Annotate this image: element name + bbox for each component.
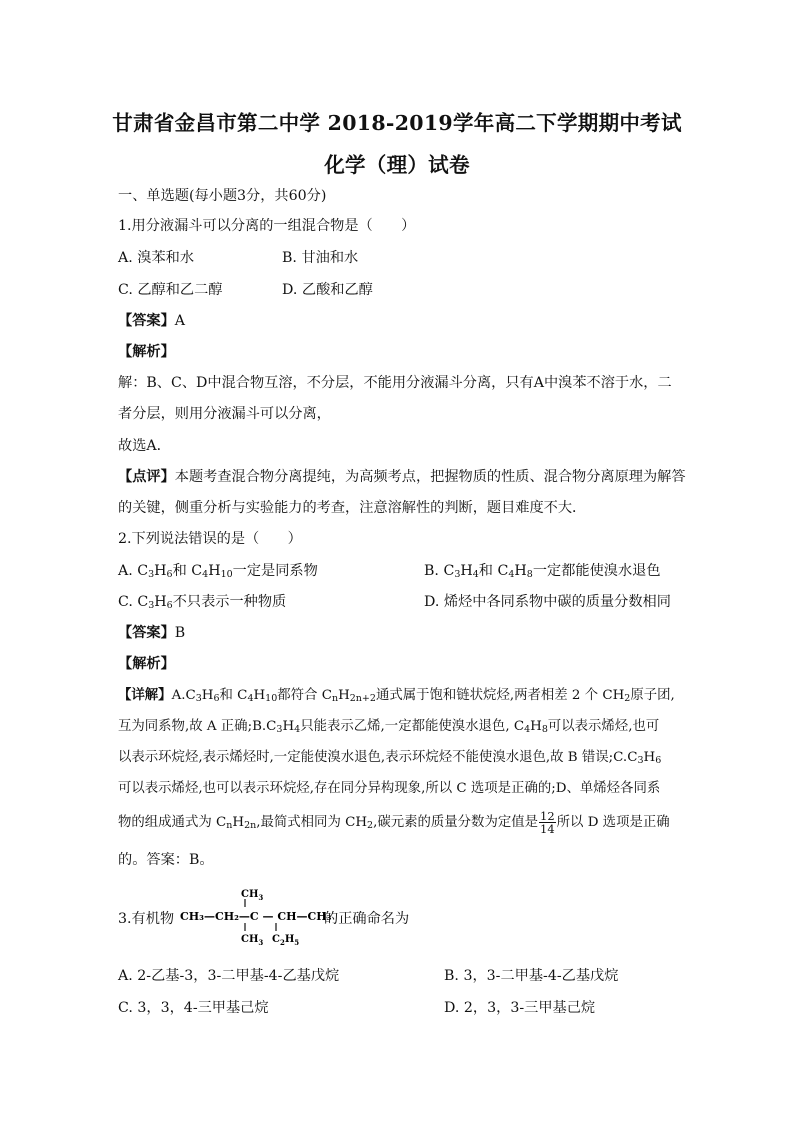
q1-option-c: C. 乙醇和乙二醇: [118, 282, 223, 298]
q1-option-b: B. 甘油和水: [282, 250, 359, 266]
q1-stem: 1.用分液漏斗可以分离的一组混合物是（ ）: [118, 218, 416, 234]
q1-analysis-label: 【解析】: [118, 344, 175, 360]
svg-text:CH3: $CH_3$: [241, 889, 264, 902]
q2-analysis-label: 【解析】: [118, 656, 175, 672]
q1-comment-line: 的关键，侧重分析与实验能力的考查，注意溶解性的判断，题目难度不大．: [118, 500, 587, 516]
svg-text:C2H5: $C_2H_5$: [272, 934, 300, 947]
q2-detail-line: 的。答案：B。: [118, 852, 214, 868]
svg-text:CH3: $CH_3$: [241, 934, 264, 947]
q3-option-d: D. 2，3，3-三甲基己烷: [444, 1000, 596, 1016]
q2-option-a: A. $C_3H_6$和 $C_4H_{10}$一定是同系物: [118, 563, 318, 580]
q1-option-a: A. 溴苯和水: [118, 250, 195, 266]
q1-option-d: D. 乙酸和乙醇: [282, 282, 373, 298]
q3-stem-prefix: 3.有机物: [118, 911, 175, 927]
answer-value: A: [174, 313, 186, 329]
q2-option-c: C. $C_3H_6$不只表示一种物质: [118, 594, 287, 611]
q2-detail-line: 互为同系物,故 A 正确$;B.C_3H_4$只能表示乙烯,一定都能使溴水退色, $C_4H_8$可以表示烯烃,也可: [118, 719, 660, 735]
q2-detail-line: 可以表示烯烃,也可以表示环烷烃,存在同分异构现象,所以 C 选项是正确的;D、单烯烃各同系: [118, 781, 661, 796]
answer-label: 【答案】: [118, 313, 175, 329]
q1-analysis-line: 者分层，则用分液漏斗可以分离，: [118, 406, 331, 422]
q1-comment: 【点评】本题考查混合物分离提纯，为高频考点，把握物质的性质、混合物分离原理为解答: [118, 469, 686, 485]
q1-answer: [118, 311, 185, 331]
detail-label: 【详解】: [118, 687, 172, 703]
answer-value: B: [174, 625, 186, 641]
svg-text:CH₃—CH₂—C — CH—CH₃: CH₃—CH₂—C — CH—CH₃: [180, 910, 332, 923]
q2-option-d: D. 烯烃中各同系物中碳的质量分数相同: [424, 594, 671, 610]
q1-analysis-line: 解：B、C、D中混合物互溶，不分层，不能用分液漏斗分离，只有A中溴苯不溶于水，二: [118, 375, 672, 391]
q2-answer: [118, 623, 185, 643]
comment-label: 【点评】: [118, 469, 175, 485]
q1-analysis-line: 故选A．: [118, 438, 171, 454]
q2-detail-line: 【详解】$A.C_3H_6$和 $C_4H_{10}$都符合 $C_nH_{2n+2}$通式属于饱和链状烷烃,两者相差 2 个 $CH_2$原子团,: [118, 687, 675, 704]
q2-stem: 2.下列说法错误的是（ ）: [118, 531, 302, 547]
q3-option-a: A. 2-乙基-3，3-二甲基-4-乙基戊烷: [118, 968, 340, 984]
answer-label: 【答案】: [118, 625, 175, 641]
q2-detail-line: 物的组成通式为 $C_nH_{2n}$,最简式相同为 $CH_2$,碳元素的质量分数为定值是 $\frac{12}{14}$ 所以 D 选项是正确: [118, 809, 670, 836]
q3-option-c: C. 3，3，4-三甲基己烷: [118, 1000, 269, 1016]
q3-option-b: B. 3，3-二甲基-4-乙基戊烷: [444, 968, 619, 984]
page-subtitle: 化学（理）试卷: [324, 153, 470, 177]
page-title: 甘肃省金昌市第二中学 2018-2019学年高二下学期期中考试: [112, 111, 682, 135]
section-heading: 一、单选题(每小题3分，共60分): [118, 188, 327, 204]
q2-detail-line: 以表示环烷烃,表示烯烃时,一定能使溴水退色,表示环烷烃不能使溴水退色,故 B 错误$;C.C_3H_6$: [118, 750, 662, 766]
q3-stem-suffix: 的正确命名为: [324, 911, 410, 927]
fraction: $\frac{12}{14}$: [540, 809, 555, 836]
q2-option-b: B. $C_3H_4$和 $C_4H_8$一定都能使溴水退色: [424, 563, 661, 580]
